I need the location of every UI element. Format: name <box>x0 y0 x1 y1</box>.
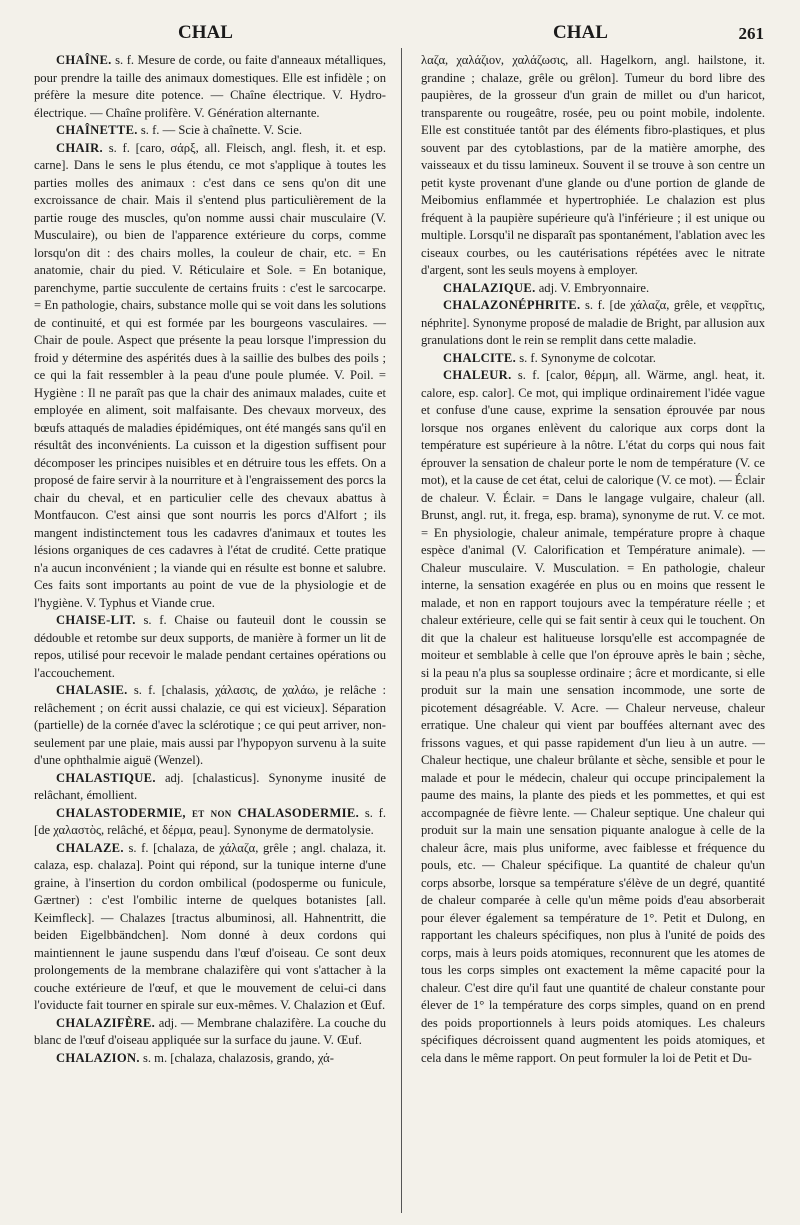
dictionary-entry <box>34 612 386 682</box>
entry-text: s. f. Synonyme de colcotar. <box>519 350 656 365</box>
entry-text: s. f. Mesure de corde, ou faite d'anneaux métalliques, pour prendre la taille des animaux domestiques. Elle est infidèle ; on préfère la mesure dite potence. — Chaîne électrique. V. Hydro-électrique. — Chaîne prolifère. V. Génération alternante. <box>34 53 386 120</box>
entry-text: s. f. [chalasis, χάλασις, de χαλάω, je relâche : relâchement ; on écrit aussi chalazie, ce qui est vicieux]. Séparation (partielle) de la cornée d'avec la sclérotique ; ce qui peut arriver, non-seulement par une plaie, mais aussi par l'hypopyon survenu à la suite d'une ophthalmie aiguë (Wenzel). <box>34 683 386 767</box>
dictionary-entry <box>421 52 765 280</box>
dictionary-entry <box>34 682 386 770</box>
dictionary-entry <box>34 140 386 613</box>
entry-text: s. f. [de χαλαστὸς, relâché, et δέρμα, peau]. Synonyme de dermatolysie. <box>34 805 386 837</box>
entry-text: adj. V. Embryonnaire. <box>538 280 650 295</box>
left-column <box>34 52 386 1067</box>
dictionary-entry <box>34 805 386 840</box>
entry-text: s. f. [caro, σάρξ, all. Fleisch, angl. flesh, it. et esp. carne]. Dans le sens le plus étendu, ce mot s'applique à toutes les parties molles des animaux : c'est dans ce sens qu'on dit une excroissance de chair. Mais il s'entend plus particulièrement de la partie rouge des muscles, qu'on nomme aussi chair musculaire (V. Musculaire), ou bien de l'apparence extérieure du corps, comme lorsqu'on dit : des chairs molles, la couleur de chair, etc. = En anatomie, chair du pied. V. Réticulaire et Sole. = En botanique, parenchyme, partie succulente de certains fruits : c'est le sarcocarpe. = En pathologie, chairs, substance molle qui se voit dans les solutions de continuité, et qui est formée par les bourgeons vasculaires. — Chair de poule. Aspect que présente la peau lorsque l'impression du froid y détermine des aspérités dues à la saillie des bulbes des poils ; ce qui la fait ressembler à la peau d'une poule plumée. V. Poil. = Hygiène : Il ne paraît pas que la chair des animaux malades, cuite et employée en aliment, soit malfaisante. Des chevaux morveux, des bœufs attaqués de maladies épidémiques, ont été mangés sans qu'il en résultât des inconvénients. La cuisson et la digestion suffisent pour décomposer les principes nuisibles et en détruire tous les effets. On a proposé de faire servir à la nourriture et à l'engraissement des porcs la chair du cheval, et en particulier celle des chevaux abattus à Montfaucon. C'est ainsi que sont nourris les porcs d'Alfort ; ils mangent indistinctement tous les cadavres d'animaux et toutes les lésions organiques de ces cadavres à l'état de crudité. Cette pratique n'a aucun inconvénient ; la viande qui en résulte est bonne et salubre. Ces faits sont importants au point de vue de la physiologie et de l'hygiène. V. Typhus et Viande crue. <box>34 140 386 610</box>
dictionary-entry <box>34 122 386 140</box>
page-number: 261 <box>738 24 764 43</box>
entry-headword: CHALASTIQUE. <box>56 770 156 785</box>
header-center-title: CHAL <box>553 22 608 43</box>
entry-headword: CHALAZIFÈRE. <box>56 1015 156 1030</box>
dictionary-entry <box>421 367 765 1067</box>
entry-text: adj. — Membrane chalazifère. La couche du blanc de l'œuf d'oiseau appliquée sur la surface du jaune. V. Œuf. <box>34 1015 386 1047</box>
dictionary-entry <box>34 1050 386 1068</box>
entry-text: adj. [chalasticus]. Synonyme inusité de relâchant, émollient. <box>34 770 386 802</box>
dictionary-entry <box>34 770 386 805</box>
entry-headword: CHALAZE. <box>56 840 124 855</box>
dictionary-entry <box>421 350 765 368</box>
right-column <box>421 52 765 1067</box>
dictionary-entry <box>421 280 765 298</box>
dictionary-entry <box>34 52 386 122</box>
entry-text: λαζα, χαλάζιον, χαλάζωσις, all. Hagelkorn, angl. hailstone, it. grandine ; chalaze, grêle ou grêlon]. Tumeur du bord libre des paupières, de la grosseur d'un grain de millet ou d'un haricot, transparente ou rougeâtre, rosée, peu ou point mobile, indolente. Elle est constituée tantôt par des éléments fibro-plastiques, et plus souvent par des cytoblastions, par de la matière amorphe, des vaisseaux et du tissu lamineux. Souvent il se trouve à son centre un petit kyste provenant d'une glande ou d'une portion de glande de Meibomius enflammée et hypertrophiée. Le chalazion est plus fréquent à la paupière supérieure qu'à l'inférieure ; il est unique ou multiple. Lorsqu'il ne disparaît pas spontanément, l'ablation avec les ciseaux courbes, ou les cautérisations répétées avec le nitrate d'argent, sont les seuls moyens à employer. <box>421 53 765 277</box>
column-divider <box>401 48 402 1213</box>
header-left-title: CHAL <box>178 22 233 43</box>
entry-headword: CHALAZION. <box>56 1050 140 1065</box>
entry-headword: CHAÎNE. <box>56 53 112 67</box>
entry-headword: CHALASIE. <box>56 683 128 697</box>
dictionary-entry <box>34 840 386 1015</box>
entry-text: s. f. — Scie à chaînette. V. Scie. <box>140 123 303 137</box>
entry-text: s. f. [chalaza, de χάλαζα, grêle ; angl. chalaza, it. calaza, esp. chalaza]. Point qui répond, sur la tunique interne d'une graine, à l'insertion du cordon ombilical (podosperme ou funicule, Gærtner) : c'est l'ombilic interne de quelques botanistes [all. Keimfleck]. — Chalazes [tractus albuminosi, all. Hahnentritt, die beiden Eigelbbändchen]. Nom donné à deux cordons qui maintiennent le jaune suspendu dans l'œuf d'oiseau. Ce sont deux prolongements de la membrane chalazifère qui vont s'attacher à la couche extérieure de l'œuf, et que le mouvement de celui-ci dans l'oviducte fait tourner en spirale sur eux-mêmes. V. Chalazion et Œuf. <box>34 840 386 1012</box>
entry-headword: CHALAZIQUE. <box>443 280 536 295</box>
dictionary-entry <box>421 297 765 350</box>
entry-headword: CHALASTODERMIE, et non CHALASODERMIE. <box>56 805 360 820</box>
entry-headword: CHALAZONÉPHRITE. <box>443 298 581 312</box>
running-header <box>0 22 800 50</box>
entry-headword: CHALEUR. <box>443 368 512 382</box>
entry-headword: CHAÎNETTE. <box>56 123 138 137</box>
entry-text: s. f. Chaise ou fauteuil dont le coussin se dédouble et retombe sur deux supports, de manière à former un lit de repos, utilisé pour recevoir le malade pendant certaines opérations ou l'accouchement. <box>34 613 386 680</box>
entry-headword: CHALCITE. <box>443 350 517 365</box>
entry-text: s. f. [calor, θέρμη, all. Wärme, angl. heat, it. calore, esp. calor]. Ce mot, qui implique ordinairement l'idée vague et confuse d'une cause, exprime la sensation éprouvée par nous lorsque nos organes enlèvent du calorique aux corps dont la température est supérieure à la nôtre. L'état du corps qui nous fait éprouver la sensation de chaleur porte le nom de température (V. ce mot), et la cause de cet état, celui de calorique (V. ce mot). — Éclair de chaleur. V. Éclair. = Dans le langage vulgaire, chaleur (all. Brunst, angl. rut, it. frega, esp. brama), synonyme de rut. V. ce mot. = En physiologie, chaleur animale, température propre à chaque espèce d'animal (V. Calorification et Température animale). — Chaleur musculaire. V. Musculation. = En pathologie, chaleur interne, la sensation exagérée en plus ou en moins que ressent le malade, et non en rapport toujours avec la température réelle ; et chaleur extérieure, celle qui se fait sentir à ceux qui le touchent. On dit que la chaleur est halitueuse lorsqu'elle est accompagnée de moiteur et semblable à celle que l'on éprouve après le bain ; sèche, si la peau n'a plus sa souplesse ordinaire ; âcre et mordicante, si elle produit sur la main une sensation incommode, une sorte de picotement désagréable. V. Acre. — Chaleur nerveuse, chaleur erratique. Une chaleur qui vient par bouffées alternant avec des frissons vagues, et qui passe rapidement d'un lieu à un autre. — Chaleur hectique, une chaleur brûlante et sèche, sensible et pour le malade et pour le médecin, chaleur qui occupe principalement la paume des mains, la plante des pieds et les pommettes, et qui est accompagnée de fièvre lente. — Chaleur septique. Une chaleur qui produit sur la main une sensation piquante analogue à celle de la chaleur âcre, mais plus uniforme, avec faiblesse et fréquence du pouls, etc. — Chaleur spécifique. La quantité de chaleur qu'un corps absorbe, lorsque sa température s'élève de un degré, quantité de chaleur comparée à celle qu'un même poids d'eau absorberait pour élever également sa température de 1°. Petit et Dulong, en rapportant les chaleurs spécifiques, non plus à l'unité de poids des corps, mais à leurs poids atomiques, reconnurent que les atomes de tous les corps simples ont exactement la même capacité pour la chaleur. C'est dire qu'il faut une quantité de chaleur constante pour élever de 1° la température des corps simples, quand on en prend des poids proportionnels à leurs poids atomiques. Les chaleurs spécifiques décroissent quand augmentent les poids atomiques, et cela dans le même rapport. On peut formuler la loi de Petit et Du- <box>421 368 765 1065</box>
entry-headword: CHAIR. <box>56 140 103 155</box>
entry-text: s. m. [chalaza, chalazosis, grando, χά- <box>142 1050 334 1065</box>
entry-text: s. f. [de χάλαζα, grêle, et νεφρῖτις, néphrite]. Synonyme proposé de maladie de Bright, par allusion aux granulations dont le rein se remplit dans cette maladie. <box>421 298 765 347</box>
entry-headword: CHAISE-LIT. <box>56 613 136 627</box>
dictionary-entry <box>34 1015 386 1050</box>
